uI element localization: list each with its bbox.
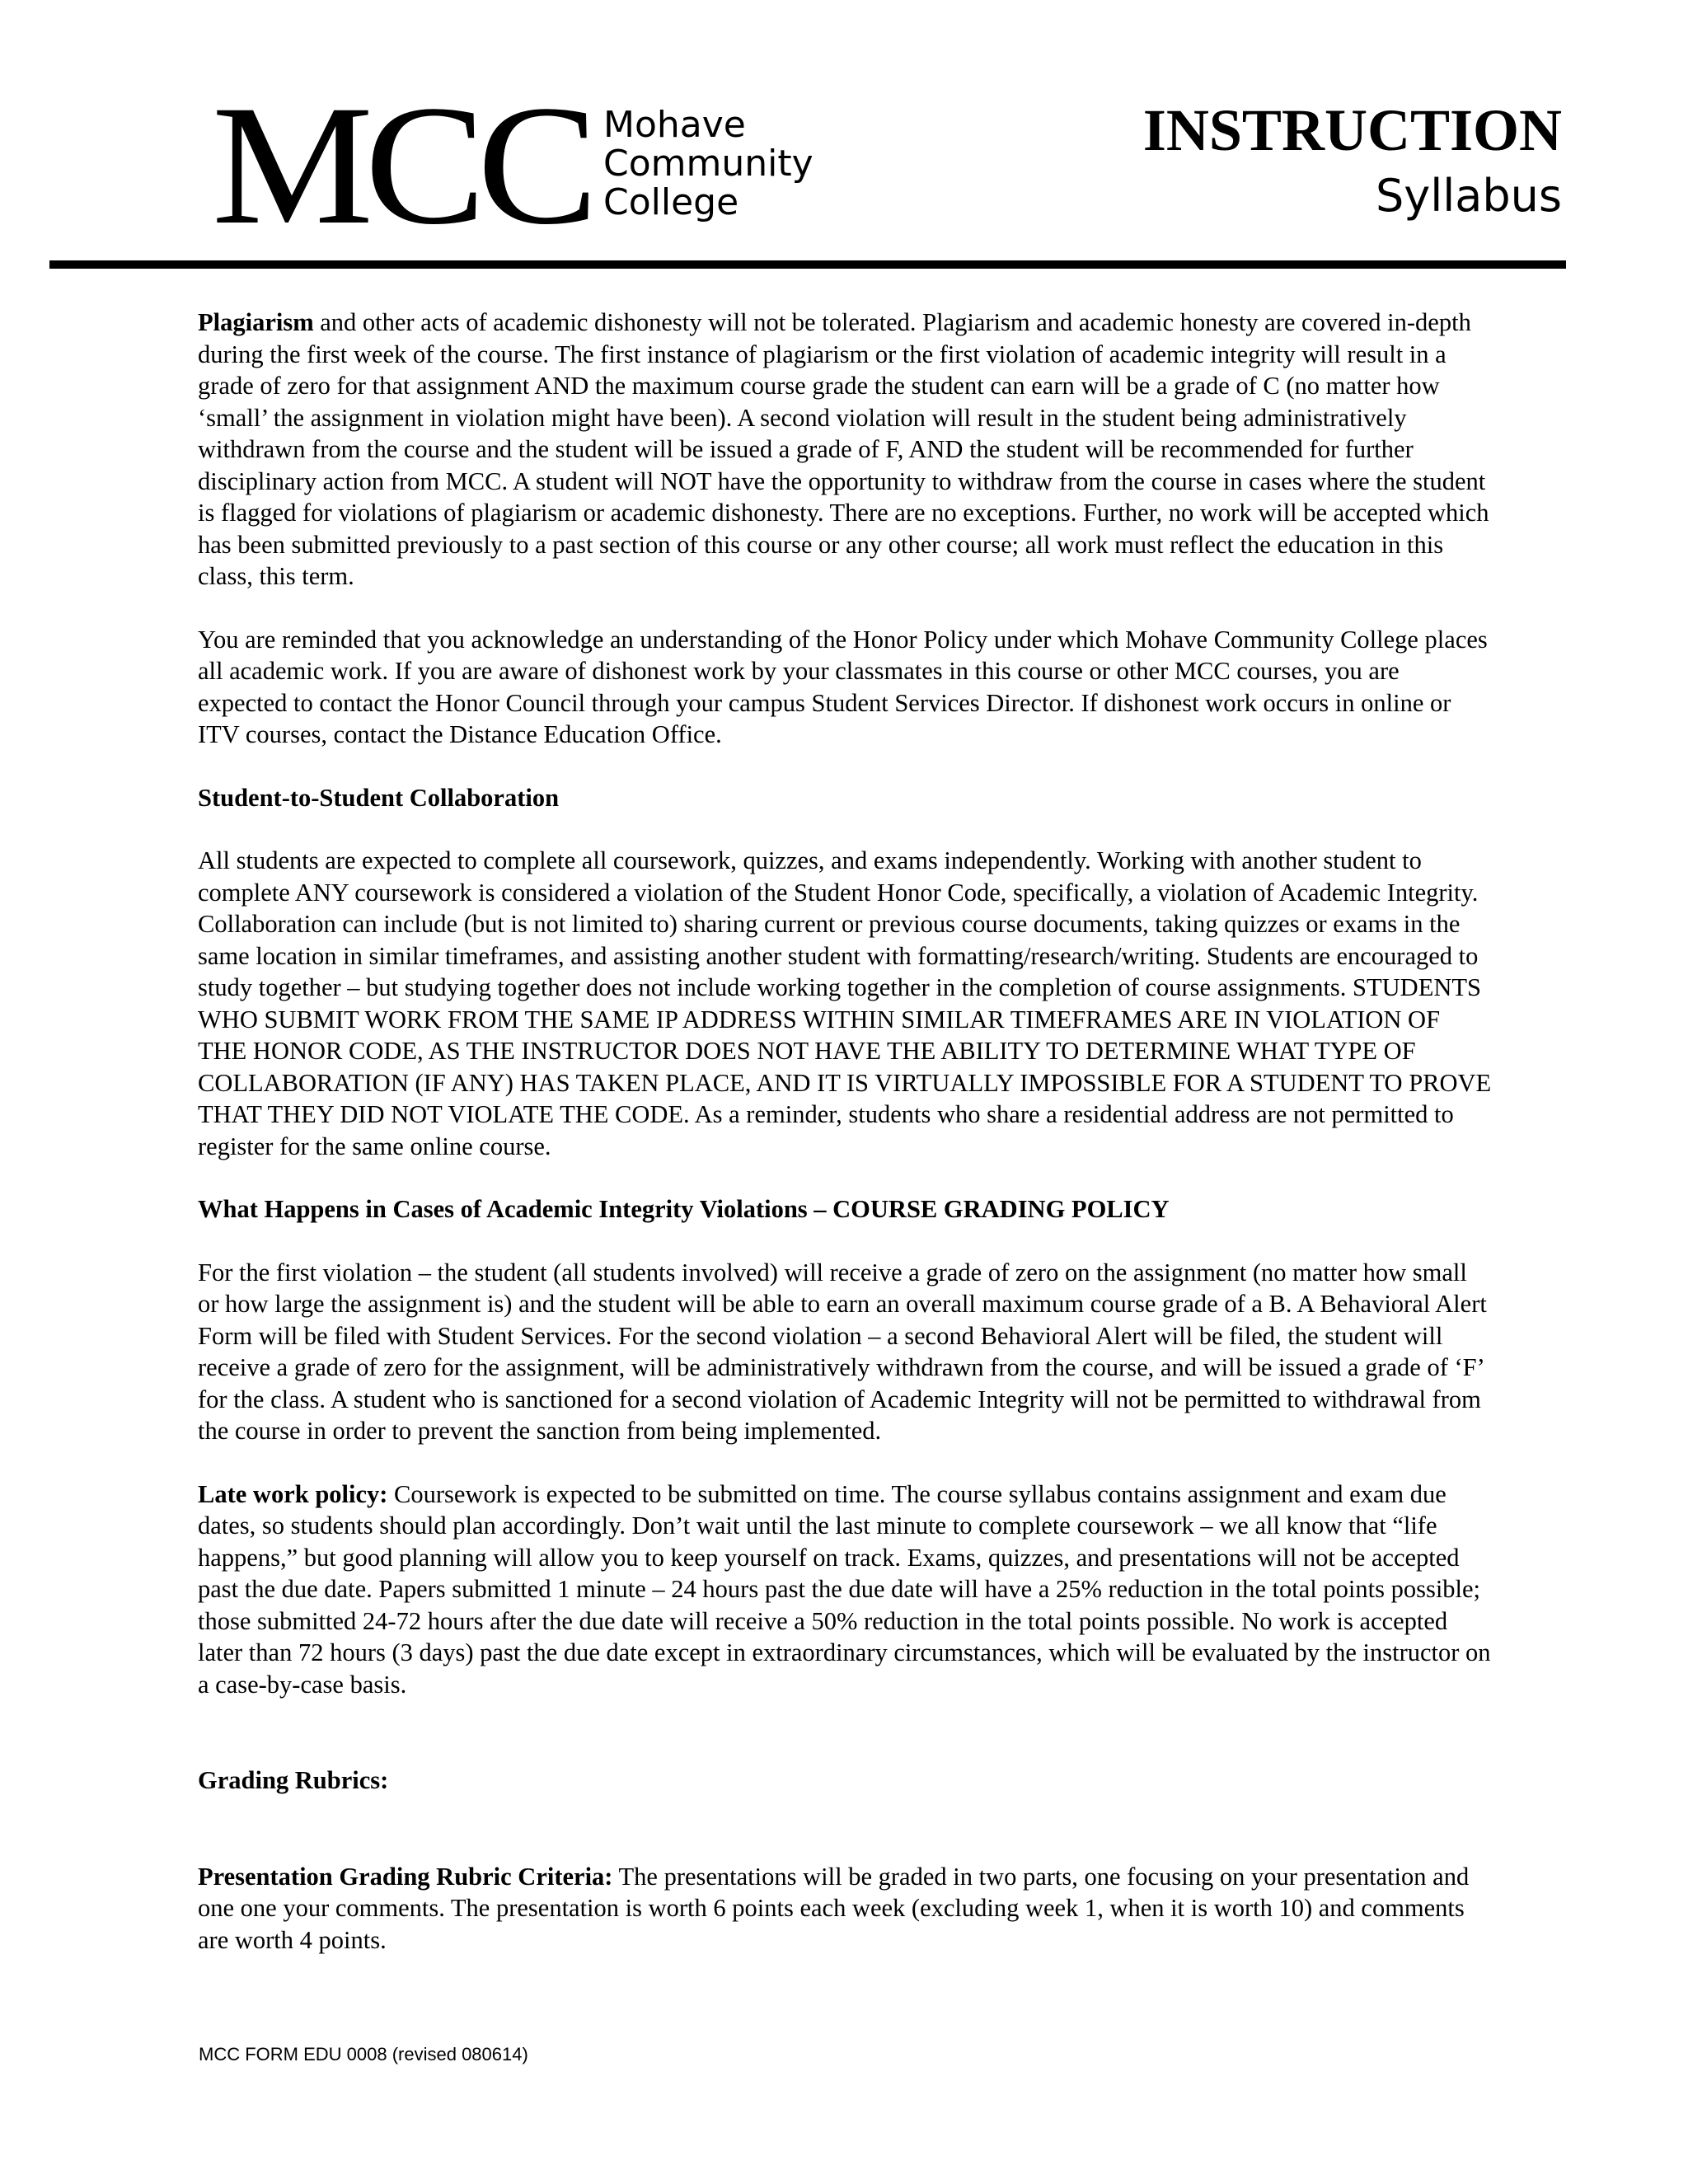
- plagiarism-lead: Plagiarism: [198, 308, 314, 336]
- violations-heading: What Happens in Cases of Academic Integrity Violations – COURSE GRADING POLICY: [198, 1195, 1170, 1223]
- honor-policy-paragraph: You are reminded that you acknowledge an understanding of the Honor Policy under which Mohave Community College places all academic work. If you are aware of dishonest work by your classmates in this course or other MCC courses, you are expected to contact the Honor Council through your campus Student Services Director. If dishonest work occurs in online or ITV courses, contact the Distance Education Office.: [198, 625, 1488, 748]
- college-name: [603, 105, 814, 222]
- document-subtitle: Syllabus: [1376, 170, 1562, 222]
- rubrics-heading: Grading Rubrics:: [198, 1766, 389, 1794]
- violations-paragraph: For the first violation – the student (all students involved) will receive a grade of zero on the assignment (no matter how small or how large the assignment is) and the student will be able to earn an overall maximum course grade of a B. A Behavioral Alert Form will be filed with Student Services. For the second violation – a second Behavioral Alert will be filed, the student will receive a grade of zero for the assignment, will be administratively withdrawn from the course, and will be issued a grade of ‘F’ for the class. A student who is sanctioned for a second violation of Academic Integrity will not be permitted to withdrawal from the course in order to prevent the sanction from being implemented.: [198, 1258, 1487, 1445]
- college-name-line-3: College: [603, 181, 739, 223]
- plagiarism-paragraph: [198, 307, 1492, 593]
- document-title: INSTRUCTION: [1142, 97, 1562, 163]
- late-work-paragraph: [198, 1479, 1492, 1701]
- college-name-line-1: Mohave: [603, 104, 746, 146]
- presentation-rubric-paragraph: [198, 1861, 1492, 1957]
- document-type: [1143, 97, 1562, 223]
- late-work-text: Coursework is expected to be submitted on time. The course syllabus contains assignment and exam due dates, so students should plan accordingly. Don’t wait until the last minute to complete coursework – we all know that “life happens,” but good planning will allow you to keep yourself on track. Exams, quizzes, and presentations will not be accepted past the due date. Papers submitted 1 minute – 24 hours past the due date will have a 25% reduction in the total points possible; those submitted 24-72 hours after the due date will receive a 50% reduction in the total points possible. No work is accepted later than 72 hours (3 days) past the due date except in extraordinary circumstances, which will be evaluated by the instructor on a case-by-case basis.: [198, 1479, 1491, 1699]
- syllabus-body: [198, 307, 1492, 1987]
- header-divider: [49, 260, 1566, 269]
- college-name-line-2: Community: [603, 143, 814, 185]
- collaboration-paragraph: All students are expected to complete all coursework, quizzes, and exams independently. Working with another student to complete ANY coursework is considered a violation of the Student Honor Code, specifically, a violation of Academic Integrity. Collaboration can include (but is not limited to) sharing current or previous course documents, taking quizzes or exams in the same location in similar timeframes, and assisting another student with formatting/research/writing. Students are encouraged to study together – but studying together does not include working together in the completion of course assignments. STUDENTS WHO SUBMIT WORK FROM THE SAME IP ADDRESS WITHIN SIMILAR TIMEFRAMES ARE IN VIOLATION OF THE HONOR CODE, AS THE INSTRUCTOR DOES NOT HAVE THE ABILITY TO DETERMINE WHAT TYPE OF COLLABORATION (IF ANY) HAS TAKEN PLACE, AND IT IS VIRTUALLY IMPOSSIBLE FOR A STUDENT TO PROVE THAT THEY DID NOT VIOLATE THE CODE. As a reminder, students who share a residential address are not permitted to register for the same online course.: [198, 846, 1492, 1160]
- form-footer: MCC FORM EDU 0008 (revised 080614): [199, 2044, 528, 2064]
- presentation-rubric-text: The presentations will be graded in two parts, one focusing on your presentation and one one your comments. The presentation is worth 6 points each week (excluding week 1, when it is worth 10) and comments are worth 4 points.: [198, 1862, 1470, 1954]
- late-work-lead: Late work policy:: [198, 1479, 388, 1508]
- plagiarism-text: and other acts of academic dishonesty will not be tolerated. Plagiarism and academic honesty are covered in-depth during the first week of the course. The first instance of plagiarism or the first violation of academic integrity will result in a grade of zero for that assignment AND the maximum course grade the student can earn will be a grade of C (no matter how ‘small’ the assignment in violation might have been). A second violation will result in the student being administratively withdrawn from the course and the student will be issued a grade of F, AND the student will be recommended for further disciplinary action from MCC. A student will NOT have the opportunity to withdraw from the course in cases where the student is flagged for violations of plagiarism or academic dishonesty. There are no exceptions. Further, no work will be accepted which has been submitted previously to a past section of this course or any other course; all work must reflect the education in this class, this term.: [198, 308, 1489, 590]
- collaboration-heading: Student-to-Student Collaboration: [198, 783, 560, 812]
- mcc-logo-letters: MCC: [212, 70, 590, 260]
- page-header: [49, 0, 1566, 272]
- presentation-rubric-lead: Presentation Grading Rubric Criteria:: [198, 1862, 613, 1891]
